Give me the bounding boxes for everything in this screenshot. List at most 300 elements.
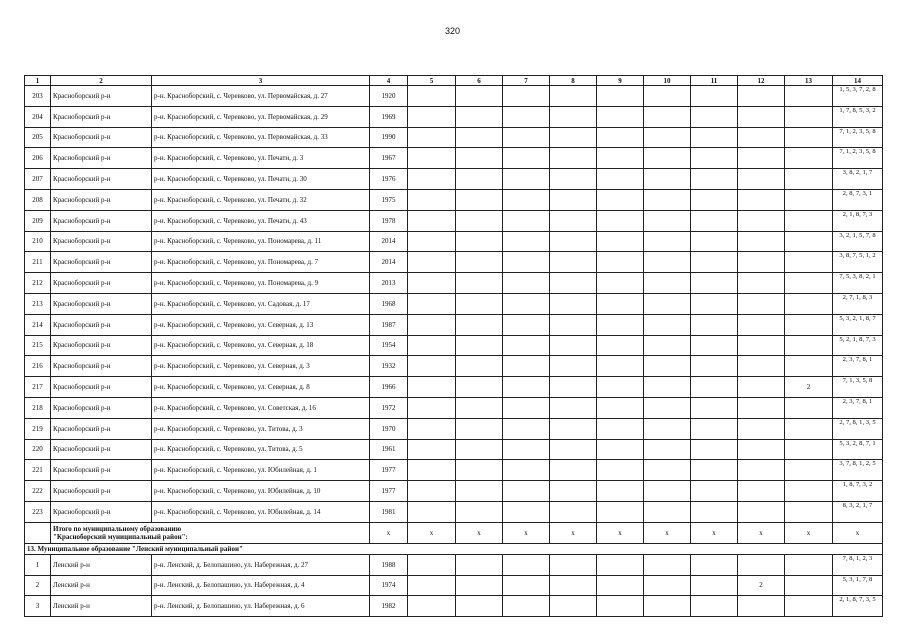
table-cell: Красноборский р-н bbox=[51, 293, 152, 314]
empty-cell bbox=[644, 169, 691, 190]
table-row bbox=[25, 86, 883, 107]
empty-cell bbox=[738, 314, 785, 335]
empty-cell bbox=[597, 335, 644, 356]
table-row bbox=[25, 314, 883, 335]
empty-cell bbox=[456, 439, 503, 460]
table-cell: 203 bbox=[25, 86, 51, 107]
table-cell: 221 bbox=[25, 460, 51, 481]
empty-cell bbox=[785, 575, 833, 596]
empty-cell bbox=[550, 127, 597, 148]
empty-cell bbox=[597, 439, 644, 460]
empty-cell bbox=[785, 189, 833, 210]
column-header: 3 bbox=[152, 76, 370, 86]
empty-cell bbox=[408, 335, 456, 356]
empty-cell bbox=[644, 460, 691, 481]
empty-cell bbox=[503, 86, 550, 107]
empty-cell bbox=[738, 460, 785, 481]
empty-cell bbox=[691, 314, 738, 335]
empty-cell bbox=[691, 397, 738, 418]
table-cell: 3, 8, 7, 5, 1, 2 bbox=[833, 252, 883, 273]
table-cell: 204 bbox=[25, 106, 51, 127]
column-header: 7 bbox=[503, 76, 550, 86]
table-cell: 2013 bbox=[370, 273, 408, 294]
table-cell: р-н. Красноборский, с. Черевково, ул. Пономарева, д. 11 bbox=[152, 231, 370, 252]
empty-cell bbox=[456, 575, 503, 596]
empty-cell bbox=[408, 439, 456, 460]
empty-cell bbox=[408, 210, 456, 231]
total-mark: x bbox=[550, 522, 597, 543]
empty-cell bbox=[597, 231, 644, 252]
empty-cell bbox=[408, 554, 456, 575]
table-row bbox=[25, 335, 883, 356]
empty-cell bbox=[644, 314, 691, 335]
empty-cell bbox=[503, 293, 550, 314]
empty-cell bbox=[550, 356, 597, 377]
table-cell: р-н. Ленский, д. Белопашино, ул. Набережная, д. 27 bbox=[152, 554, 370, 575]
empty-cell bbox=[691, 148, 738, 169]
empty-cell bbox=[738, 377, 785, 398]
table-cell: 7, 1, 2, 3, 5, 8 bbox=[833, 148, 883, 169]
empty-cell bbox=[738, 335, 785, 356]
empty-cell bbox=[503, 106, 550, 127]
empty-cell bbox=[738, 148, 785, 169]
empty-cell bbox=[691, 596, 738, 617]
table-row bbox=[25, 377, 883, 398]
table-row bbox=[25, 273, 883, 294]
table-cell: 3 bbox=[25, 596, 51, 617]
empty-cell bbox=[408, 501, 456, 522]
table-row bbox=[25, 293, 883, 314]
empty-cell bbox=[691, 335, 738, 356]
empty-cell bbox=[785, 252, 833, 273]
empty-cell bbox=[738, 273, 785, 294]
empty-cell bbox=[738, 86, 785, 107]
table-cell: 2014 bbox=[370, 252, 408, 273]
table-cell: 2 bbox=[785, 377, 833, 398]
table-row bbox=[25, 356, 883, 377]
empty-cell bbox=[597, 127, 644, 148]
empty-cell bbox=[644, 377, 691, 398]
table-cell: 5, 3, 2, 8, 7, 1 bbox=[833, 439, 883, 460]
column-header: 6 bbox=[456, 76, 503, 86]
section-title: 13. Муниципальное образование "Ленский муниципальный район" bbox=[25, 543, 883, 554]
table-cell: 1920 bbox=[370, 86, 408, 107]
empty-cell bbox=[550, 252, 597, 273]
table-cell: р-н. Ленский, д. Белопашино, ул. Набережная, д. 4 bbox=[152, 575, 370, 596]
empty-cell bbox=[738, 210, 785, 231]
table-cell: 220 bbox=[25, 439, 51, 460]
table-cell: 213 bbox=[25, 293, 51, 314]
empty-cell bbox=[408, 397, 456, 418]
table-cell: 218 bbox=[25, 397, 51, 418]
table-row bbox=[25, 596, 883, 617]
empty-cell bbox=[691, 481, 738, 502]
table-cell: 2, 8, 7, 3, 1 bbox=[833, 189, 883, 210]
total-mark: x bbox=[833, 522, 883, 543]
table-cell: Красноборский р-н bbox=[51, 169, 152, 190]
table-cell: 223 bbox=[25, 501, 51, 522]
empty-cell bbox=[456, 418, 503, 439]
table-cell: Красноборский р-н bbox=[51, 335, 152, 356]
table-cell: 2, 1, 8, 7, 3 bbox=[833, 210, 883, 231]
total-mark: x bbox=[456, 522, 503, 543]
table-row bbox=[25, 418, 883, 439]
table-cell: р-н. Красноборский, с. Черевково, ул. Советская, д. 16 bbox=[152, 397, 370, 418]
empty-cell bbox=[691, 252, 738, 273]
empty-cell bbox=[738, 189, 785, 210]
empty-cell bbox=[456, 189, 503, 210]
total-label-line2: "Красноборский муниципальный район": bbox=[53, 532, 188, 541]
empty-cell bbox=[785, 596, 833, 617]
table-cell: 7, 8, 1, 2, 3 bbox=[833, 554, 883, 575]
empty-cell bbox=[503, 210, 550, 231]
empty-cell bbox=[503, 460, 550, 481]
empty-cell bbox=[503, 231, 550, 252]
table-cell: р-н. Красноборский, с. Черевково, ул. Юбилейная, д. 10 bbox=[152, 481, 370, 502]
empty-cell bbox=[456, 596, 503, 617]
empty-cell bbox=[785, 273, 833, 294]
table-cell: Красноборский р-н bbox=[51, 252, 152, 273]
empty-cell bbox=[644, 127, 691, 148]
empty-cell bbox=[503, 189, 550, 210]
empty-cell bbox=[503, 397, 550, 418]
table-cell: 1 bbox=[25, 554, 51, 575]
empty-cell bbox=[644, 418, 691, 439]
empty-cell bbox=[503, 335, 550, 356]
empty-cell bbox=[785, 356, 833, 377]
empty-cell bbox=[738, 501, 785, 522]
table-row bbox=[25, 210, 883, 231]
table-cell: 1976 bbox=[370, 169, 408, 190]
empty-cell bbox=[691, 189, 738, 210]
table-cell: р-н. Красноборский, с. Черевково, ул. Юбилейная, д. 1 bbox=[152, 460, 370, 481]
table-cell: 219 bbox=[25, 418, 51, 439]
empty-cell bbox=[456, 148, 503, 169]
empty-cell bbox=[691, 273, 738, 294]
table-cell: р-н. Красноборский, с. Черевково, ул. Пономарева, д. 9 bbox=[152, 273, 370, 294]
total-row bbox=[25, 522, 883, 543]
empty-cell bbox=[456, 356, 503, 377]
total-mark: x bbox=[503, 522, 550, 543]
table-cell: р-н. Красноборский, с. Черевково, ул. Северная, д. 13 bbox=[152, 314, 370, 335]
table-row bbox=[25, 501, 883, 522]
table-cell: 215 bbox=[25, 335, 51, 356]
table-cell: р-н. Красноборский, с. Черевково, ул. Первомайская, д. 33 bbox=[152, 127, 370, 148]
table-cell: 3, 8, 2, 1, 7 bbox=[833, 169, 883, 190]
table-cell: 1969 bbox=[370, 106, 408, 127]
empty-cell bbox=[597, 86, 644, 107]
table-cell: 1966 bbox=[370, 377, 408, 398]
table-cell: 3, 2, 1, 5, 7, 8 bbox=[833, 231, 883, 252]
empty-cell bbox=[456, 377, 503, 398]
empty-cell bbox=[550, 273, 597, 294]
table-cell: Красноборский р-н bbox=[51, 377, 152, 398]
table-cell: 216 bbox=[25, 356, 51, 377]
table-cell: 7, 1, 3, 5, 8 bbox=[833, 377, 883, 398]
empty-cell bbox=[644, 210, 691, 231]
empty-cell bbox=[738, 293, 785, 314]
empty-cell bbox=[503, 596, 550, 617]
table-row bbox=[25, 231, 883, 252]
empty-cell bbox=[597, 169, 644, 190]
empty-cell bbox=[550, 501, 597, 522]
empty-cell bbox=[456, 481, 503, 502]
table-cell: 1990 bbox=[370, 127, 408, 148]
table-row bbox=[25, 169, 883, 190]
empty-cell bbox=[597, 189, 644, 210]
empty-cell bbox=[503, 148, 550, 169]
empty-cell bbox=[550, 575, 597, 596]
empty-cell bbox=[691, 356, 738, 377]
table-cell: 1988 bbox=[370, 554, 408, 575]
table-cell: Красноборский р-н bbox=[51, 501, 152, 522]
empty-cell bbox=[785, 148, 833, 169]
empty-cell bbox=[456, 460, 503, 481]
empty-cell bbox=[644, 86, 691, 107]
table-row bbox=[25, 460, 883, 481]
column-header: 14 bbox=[833, 76, 883, 86]
empty-cell bbox=[691, 554, 738, 575]
empty-cell bbox=[550, 335, 597, 356]
table-cell: Красноборский р-н bbox=[51, 314, 152, 335]
column-header: 1 bbox=[25, 76, 51, 86]
empty-cell bbox=[550, 596, 597, 617]
column-header: 10 bbox=[644, 76, 691, 86]
table-cell: Ленский р-н bbox=[51, 596, 152, 617]
total-label-line1: Итого по муниципальному образованию bbox=[53, 524, 182, 533]
empty-cell bbox=[408, 231, 456, 252]
empty-cell bbox=[785, 460, 833, 481]
empty-cell bbox=[408, 575, 456, 596]
empty-cell bbox=[503, 356, 550, 377]
table-cell: 1981 bbox=[370, 501, 408, 522]
empty-cell bbox=[597, 501, 644, 522]
empty-cell bbox=[550, 418, 597, 439]
table-row bbox=[25, 106, 883, 127]
empty-cell bbox=[597, 210, 644, 231]
table-cell: 1974 bbox=[370, 575, 408, 596]
empty-cell bbox=[691, 169, 738, 190]
page-number: 320 bbox=[444, 26, 461, 36]
column-header: 13 bbox=[785, 76, 833, 86]
empty-cell bbox=[550, 293, 597, 314]
empty-cell bbox=[408, 356, 456, 377]
table-cell: Красноборский р-н bbox=[51, 418, 152, 439]
empty-cell bbox=[408, 252, 456, 273]
empty-cell bbox=[408, 314, 456, 335]
empty-cell bbox=[691, 231, 738, 252]
empty-cell bbox=[691, 377, 738, 398]
empty-cell bbox=[597, 575, 644, 596]
total-mark: x bbox=[691, 522, 738, 543]
column-header: 2 bbox=[51, 76, 152, 86]
empty-cell bbox=[503, 273, 550, 294]
table-cell: 1961 bbox=[370, 439, 408, 460]
table-cell: 210 bbox=[25, 231, 51, 252]
empty-cell bbox=[785, 418, 833, 439]
empty-cell bbox=[503, 418, 550, 439]
table-cell: р-н. Красноборский, с. Черевково, ул. Печати, д. 3 bbox=[152, 148, 370, 169]
table-cell: р-н. Красноборский, с. Черевково, ул. Печати, д. 43 bbox=[152, 210, 370, 231]
empty-cell bbox=[550, 554, 597, 575]
empty-cell bbox=[738, 127, 785, 148]
empty-cell bbox=[691, 86, 738, 107]
empty-cell bbox=[550, 148, 597, 169]
empty-cell bbox=[456, 127, 503, 148]
total-mark: x bbox=[408, 522, 456, 543]
empty-cell bbox=[597, 554, 644, 575]
empty-cell bbox=[785, 481, 833, 502]
column-header: 9 bbox=[597, 76, 644, 86]
empty-cell bbox=[550, 481, 597, 502]
table-cell: 1970 bbox=[370, 418, 408, 439]
table-cell: р-н. Красноборский, с. Черевково, ул. Северная, д. 8 bbox=[152, 377, 370, 398]
empty-cell bbox=[550, 231, 597, 252]
table-cell: 2, 7, 8, 1, 3, 5 bbox=[833, 418, 883, 439]
table-cell: 8, 3, 2, 1, 7 bbox=[833, 501, 883, 522]
empty-cell bbox=[503, 252, 550, 273]
empty-cell bbox=[503, 377, 550, 398]
table-cell: 1982 bbox=[370, 596, 408, 617]
total-mark: x bbox=[785, 522, 833, 543]
table-cell: 1975 bbox=[370, 189, 408, 210]
table-cell: 1968 bbox=[370, 293, 408, 314]
total-label bbox=[51, 522, 370, 543]
column-header: 11 bbox=[691, 76, 738, 86]
table-cell: 3, 7, 8, 1, 2, 5 bbox=[833, 460, 883, 481]
empty-cell bbox=[456, 335, 503, 356]
empty-cell bbox=[738, 439, 785, 460]
empty-cell bbox=[408, 148, 456, 169]
table-cell: р-н. Красноборский, с. Черевково, ул. Северная, д. 18 bbox=[152, 335, 370, 356]
empty-cell bbox=[408, 189, 456, 210]
empty-cell bbox=[408, 169, 456, 190]
table-cell: 2014 bbox=[370, 231, 408, 252]
empty-cell bbox=[456, 554, 503, 575]
empty-cell bbox=[644, 252, 691, 273]
empty-cell bbox=[644, 575, 691, 596]
table-cell: 2, 7, 1, 8, 3 bbox=[833, 293, 883, 314]
table-cell: р-н. Красноборский, с. Черевково, ул. Печати, д. 30 bbox=[152, 169, 370, 190]
table-cell: 206 bbox=[25, 148, 51, 169]
table-cell: 1977 bbox=[370, 481, 408, 502]
table-cell: 2, 1, 8, 7, 3, 5 bbox=[833, 596, 883, 617]
table-cell: р-н. Красноборский, с. Черевково, ул. Первомайская, д. 27 bbox=[152, 86, 370, 107]
empty-cell bbox=[597, 397, 644, 418]
table-cell: 1987 bbox=[370, 314, 408, 335]
column-header: 4 bbox=[370, 76, 408, 86]
table-cell: 7, 1, 2, 3, 5, 8 bbox=[833, 127, 883, 148]
table-cell: 1, 8, 7, 3, 2 bbox=[833, 481, 883, 502]
table-cell: Красноборский р-н bbox=[51, 397, 152, 418]
total-mark: x bbox=[738, 522, 785, 543]
empty-cell bbox=[550, 314, 597, 335]
empty-cell bbox=[691, 106, 738, 127]
empty-cell bbox=[503, 314, 550, 335]
table-row bbox=[25, 189, 883, 210]
empty-cell bbox=[597, 252, 644, 273]
table-cell: 2, 3, 7, 8, 1 bbox=[833, 397, 883, 418]
empty-cell bbox=[503, 439, 550, 460]
empty-cell bbox=[644, 356, 691, 377]
table-cell: Красноборский р-н bbox=[51, 481, 152, 502]
empty-cell bbox=[738, 106, 785, 127]
empty-cell bbox=[408, 106, 456, 127]
section-row bbox=[25, 543, 883, 554]
total-mark: x bbox=[644, 522, 691, 543]
table-cell: Ленский р-н bbox=[51, 575, 152, 596]
table-cell: Красноборский р-н bbox=[51, 127, 152, 148]
empty-cell bbox=[785, 501, 833, 522]
table-cell: 1, 5, 3, 7, 2, 8 bbox=[833, 86, 883, 107]
empty-cell bbox=[597, 106, 644, 127]
empty-cell bbox=[738, 596, 785, 617]
empty-cell bbox=[456, 293, 503, 314]
empty-cell bbox=[785, 127, 833, 148]
empty-cell bbox=[644, 293, 691, 314]
table-cell: 217 bbox=[25, 377, 51, 398]
empty-cell bbox=[785, 335, 833, 356]
empty-cell bbox=[597, 148, 644, 169]
empty-cell bbox=[785, 106, 833, 127]
empty-cell bbox=[691, 460, 738, 481]
empty-cell bbox=[408, 377, 456, 398]
empty-cell bbox=[691, 127, 738, 148]
empty-cell bbox=[456, 169, 503, 190]
empty-cell bbox=[597, 481, 644, 502]
empty-cell bbox=[785, 231, 833, 252]
table-cell: 2, 3, 7, 8, 1 bbox=[833, 356, 883, 377]
table-cell: 205 bbox=[25, 127, 51, 148]
empty-cell bbox=[644, 273, 691, 294]
empty-cell bbox=[597, 377, 644, 398]
table-cell: 212 bbox=[25, 273, 51, 294]
empty-cell bbox=[550, 189, 597, 210]
table-cell: р-н. Ленский, д. Белопашино, ул. Набережная, д. 6 bbox=[152, 596, 370, 617]
empty-cell bbox=[408, 460, 456, 481]
empty-cell bbox=[456, 314, 503, 335]
table-row bbox=[25, 252, 883, 273]
empty-cell bbox=[550, 460, 597, 481]
empty-cell bbox=[408, 86, 456, 107]
column-header: 5 bbox=[408, 76, 456, 86]
table-cell: Красноборский р-н bbox=[51, 86, 152, 107]
empty-cell bbox=[503, 501, 550, 522]
empty-cell bbox=[408, 127, 456, 148]
empty-cell bbox=[691, 501, 738, 522]
empty-cell bbox=[644, 554, 691, 575]
table-cell: 1977 bbox=[370, 460, 408, 481]
empty-cell bbox=[738, 418, 785, 439]
empty-cell bbox=[644, 189, 691, 210]
table-cell: 1932 bbox=[370, 356, 408, 377]
empty-cell bbox=[644, 231, 691, 252]
table-cell: 1978 bbox=[370, 210, 408, 231]
table-cell: р-н. Красноборский, с. Черевково, ул. Печати, д. 32 bbox=[152, 189, 370, 210]
table-row bbox=[25, 397, 883, 418]
empty-cell bbox=[408, 596, 456, 617]
empty-cell bbox=[785, 397, 833, 418]
empty-cell bbox=[644, 148, 691, 169]
table-row bbox=[25, 439, 883, 460]
table-row bbox=[25, 554, 883, 575]
table-cell: 222 bbox=[25, 481, 51, 502]
total-mark: x bbox=[370, 522, 408, 543]
table-cell: Красноборский р-н bbox=[51, 210, 152, 231]
empty-cell bbox=[550, 210, 597, 231]
empty-cell bbox=[25, 522, 51, 543]
empty-cell bbox=[597, 293, 644, 314]
